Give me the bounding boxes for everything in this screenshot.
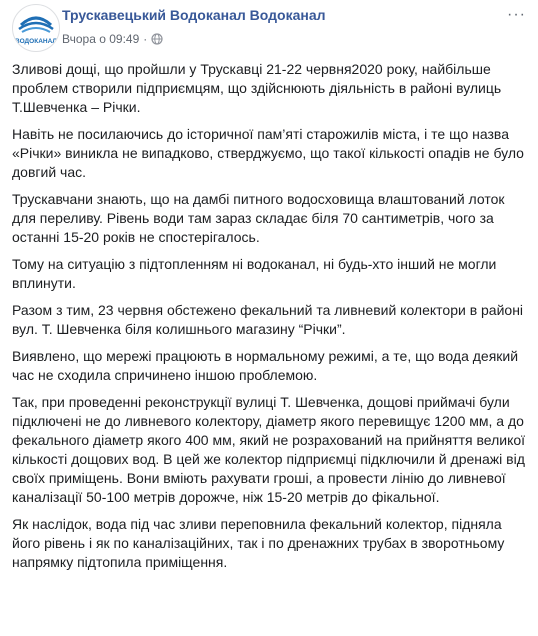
more-options-icon[interactable]: ··· xyxy=(507,6,526,23)
page-avatar[interactable] xyxy=(12,4,60,52)
meta-separator: · xyxy=(143,32,148,46)
post-header xyxy=(0,0,538,56)
post-paragraph: Разом з тим, 23 червня обстежено фекальний та ливневий колектори в районі вул. Т. Шевченка біля колишнього магазину “Річки”. xyxy=(12,302,524,337)
post-paragraph: Навіть не посилаючись до історичної пам’яті старожилів міста, і те що назва «Річки» виникла не випадково, стверджуємо, що такої кількості опадів не було довгий час. xyxy=(12,126,524,180)
post-text xyxy=(12,60,528,580)
globe-icon[interactable] xyxy=(151,33,163,45)
svg-text:ВОДОКАНАЛ: ВОДОКАНАЛ xyxy=(15,38,57,45)
post-paragraph: Тому на ситуацію з підтопленням ні водоканал, ні будь-хто інший не могли вплинути. xyxy=(12,256,497,291)
page-name-link[interactable]: Трускавецький Водоканал Водоканал xyxy=(62,7,326,23)
post-timestamp[interactable]: Вчора о 09:49 xyxy=(62,32,140,46)
post-paragraph: Виявлено, що мережі працюють в нормальному режимі, а те, що вода деякий час не сходила спричинено іншою проблемою. xyxy=(12,348,519,383)
post-meta xyxy=(62,32,163,46)
post-paragraph: Трускавчани знають, що на дамбі питного водосховища влаштований лоток для переливу. Рівень води там зараз складає біля 70 сантиметрів, чого за останні 15-20 років не спостерігалось. xyxy=(12,191,505,245)
post-paragraph: Як наслідок, вода під час зливи переповнила фекальний колектор, підняла його рівень і як по каналізаційних, так і по дренажних трубах в зворотньому напрямку підтопила приміщення. xyxy=(12,516,505,570)
post-paragraph: Зливові дощі, що пройшли у Трускавці 21-22 червня2020 року, найбільше проблем створили підприємцям, що здійснюють діяльність в районі вулиць Т.Шевченка – Річки. xyxy=(12,61,502,115)
vodokanal-logo xyxy=(13,5,59,51)
post-paragraph: Так, при проведенні реконструкції вулиці Т. Шевченка, дощові приймачі були підключені не до ливневого колектору, діаметр якого перевищує 1200 мм, а до фекального діаметр якого 400 мм, який не розрахований на прийняття великої кількості дощових вод. В цей же колектор підприємці підключили й дренажі від своїх приміщень. Вони вміють рахувати гроші, а провести лінію до ливневої каналізації 50-100 метрів дорожче, ніж 15-20 метрів до фікальної. xyxy=(12,394,526,505)
